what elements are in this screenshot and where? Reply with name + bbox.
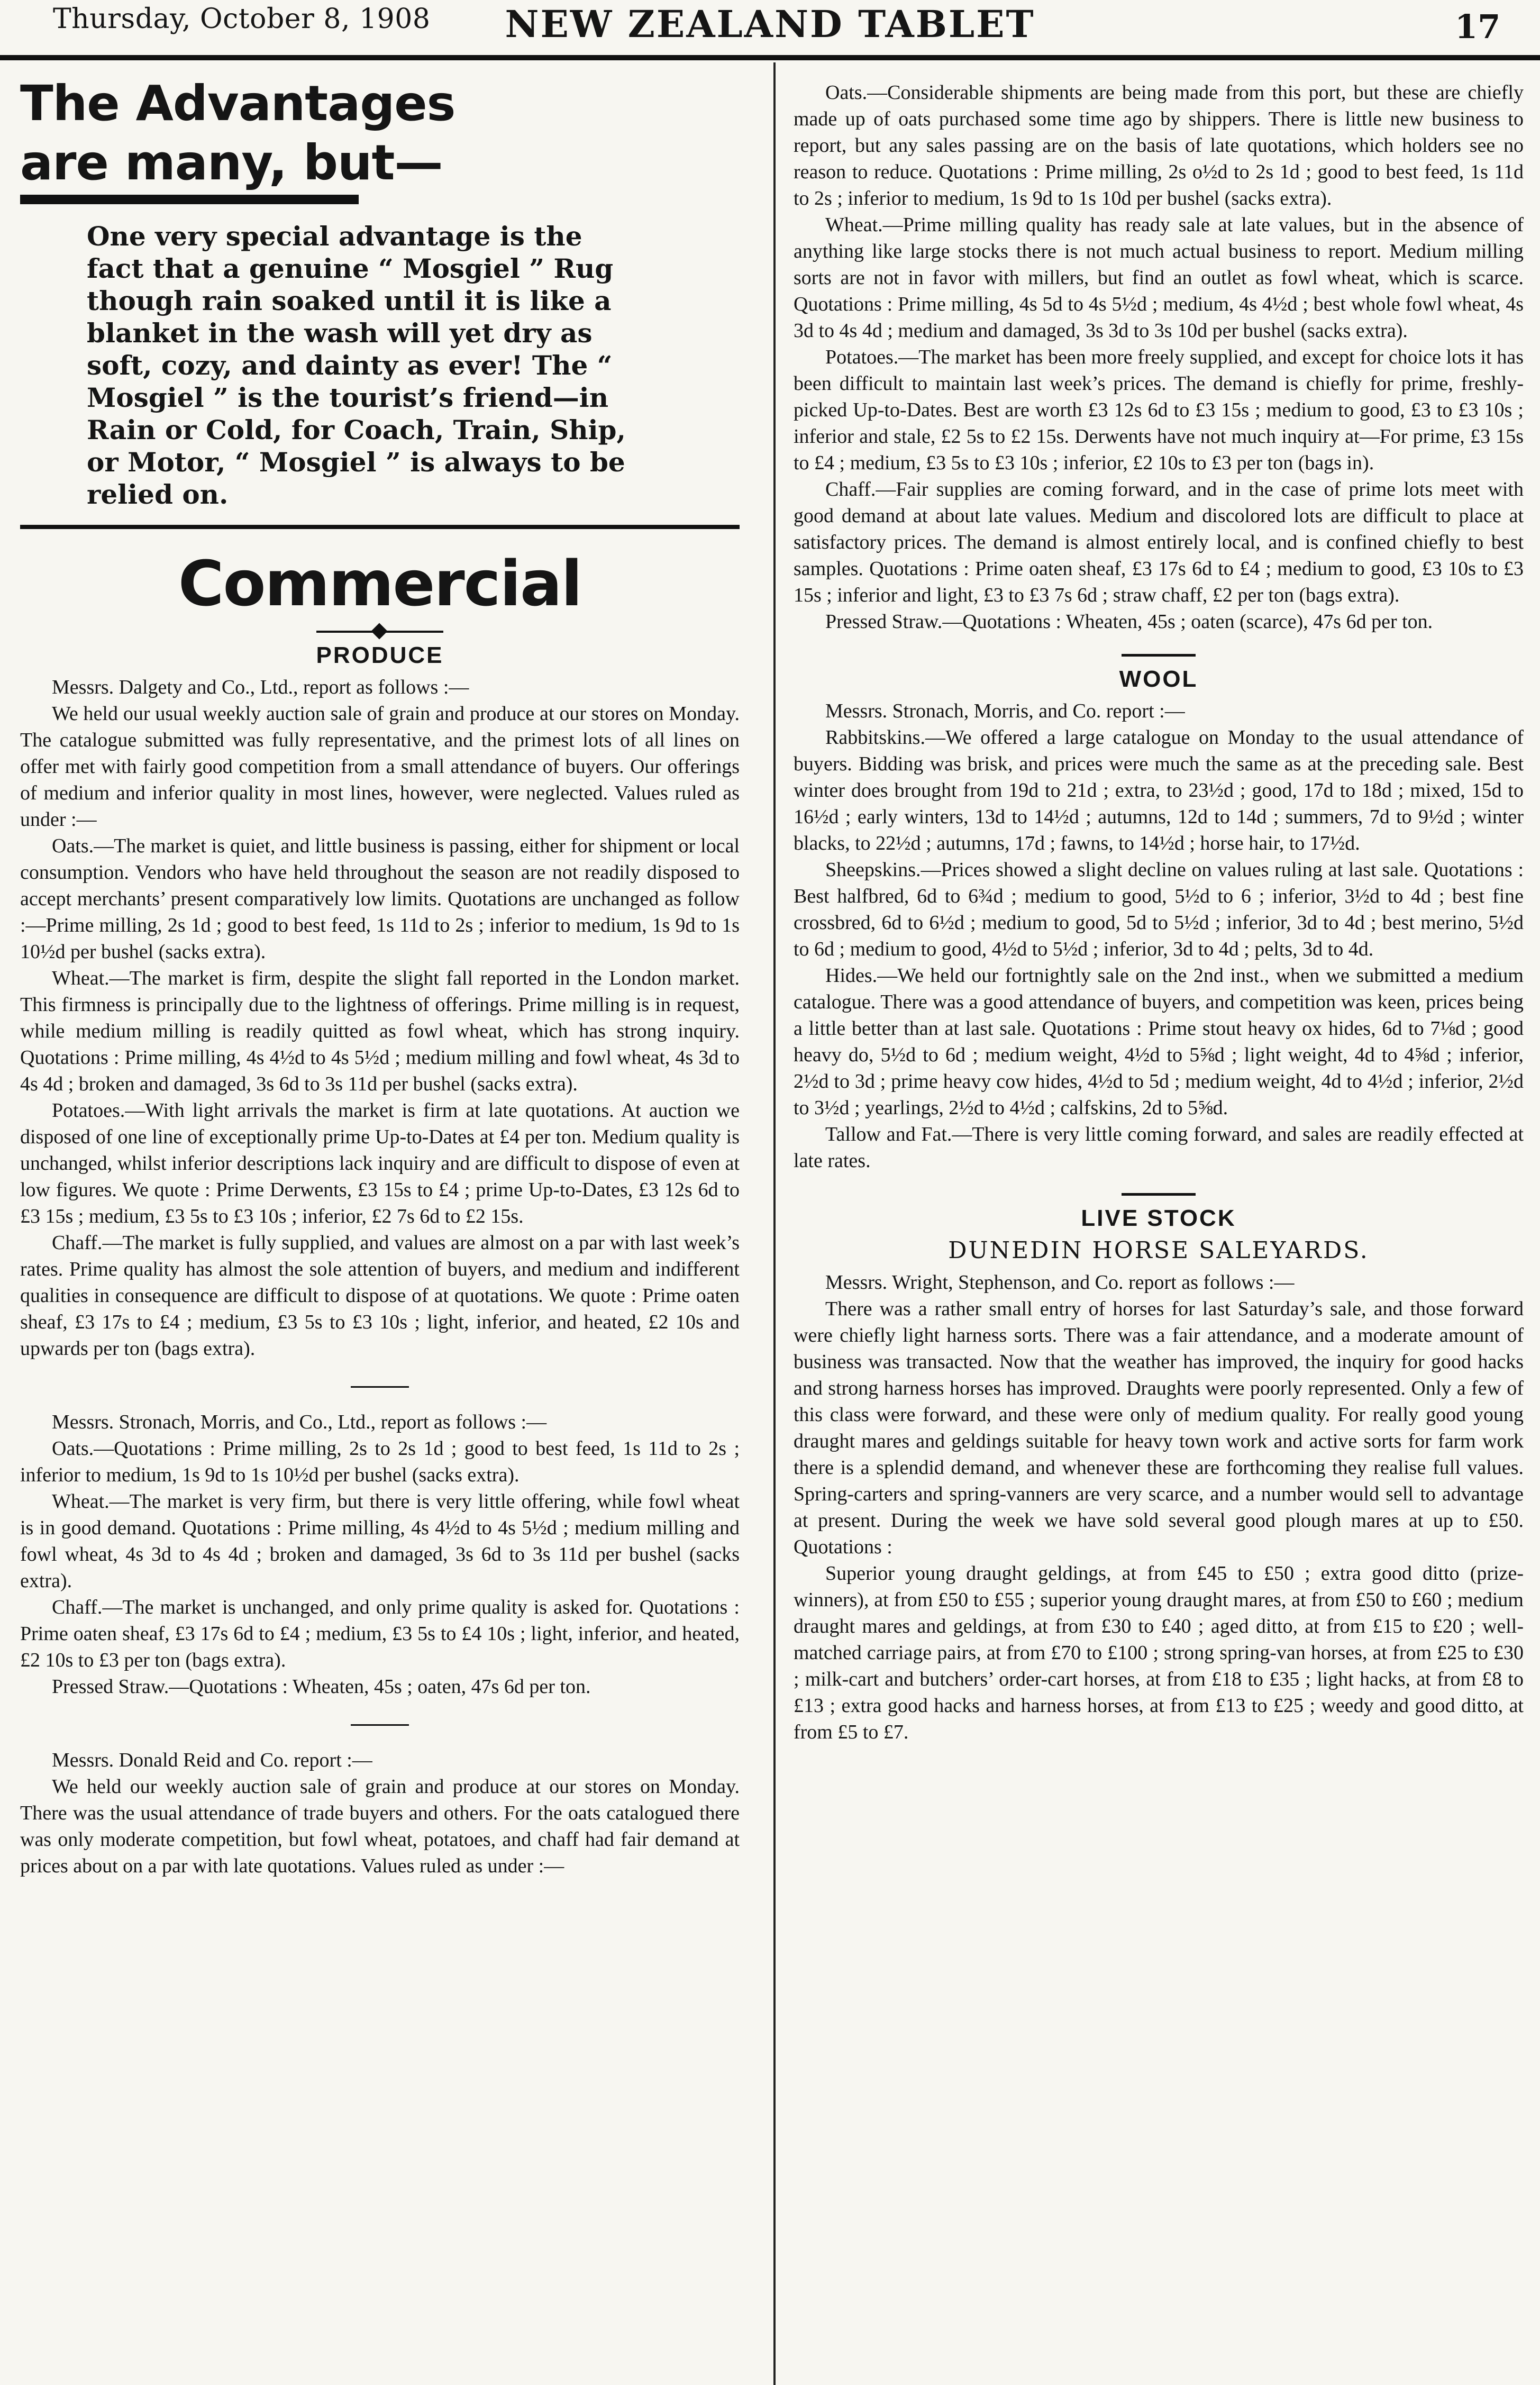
reid-report-continued	[794, 79, 1524, 635]
left-column	[20, 69, 740, 1879]
dalgety-potatoes: Potatoes.—With light arrivals the market is firm at late quotations. At auction we disposed of one line of exceptionally prime Up-to-Dates at £4 per ton. Medium quality is unchanged, whilst inferior descriptions lack inquiry and are difficult to dispose of even at low figures. We quote : Prime Derwents, £3 15s to £4 ; prime Up-to-Dates, £3 12s 6d to £3 15s ; medium, £3 5s to £3 10s ; inferior, £2 7s 6d to £2 15s.	[20, 1099, 740, 1227]
dalgety-chaff: Chaff.—The market is fully supplied, and values are almost on a par with last week’s rates. Prime quality has almost the sole attention of buyers, and medium and indifferent qualities in consequence are difficult to dispose of at quotations. We quote : Prime oaten sheaf, £3 17s to £4 ; medium, £3 5s to £3 10s ; light, inferior, and heated, £2 10s and upwards per ton (bags extra).	[20, 1232, 740, 1360]
section-divider	[1122, 654, 1196, 657]
reid-wheat: Wheat.—Prime milling quality has ready sale at late values, but in the absence of anything like large stocks there is not much actual business to report. Medium milling sorts are not in favor with millers, but find an outlet as fowl wheat, which is scarce. Quotations : Prime milling, 4s 5d to 4s 5½d ; medium, 4s 4½d ; best whole fowl wheat, 4s 3d to 4s 4d ; medium and damaged, 3s 3d to 3s 10d per bushel (sacks extra).	[794, 214, 1524, 342]
stronach-intro: Messrs. Stronach, Morris, and Co., Ltd., report as follows :—	[52, 1411, 547, 1433]
wool-intro: Messrs. Stronach, Morris, and Co. report :—	[825, 700, 1185, 722]
masthead-rule	[0, 55, 1540, 60]
stronach-wheat: Wheat.—The market is very firm, but there is very little offering, while fowl wheat is in good demand. Quotations : Prime milling, 4s 4½d to 4s 5½d ; medium milling and fowl wheat, 4s 3d to 4s 4d ; broken and damaged, 3s 6d to 3s 11d per bushel (sacks extra).	[20, 1490, 740, 1592]
reid-potatoes: Potatoes.—The market has been more freely supplied, and except for choice lots it has been difficult to maintain last week’s prices. The demand is chiefly for prime, freshly-picked Up-to-Dates. Best are worth £3 12s 6d to £3 15s ; medium to good, £3 to £3 10s ; inferior and stale, £2 5s to £2 15s. Derwents have not much inquiry at—For prime, £3 15s to £4 ; medium, £3 5s to £3 10s ; inferior, £2 10s to £3 per ton (bags in).	[794, 346, 1524, 474]
reid-chaff: Chaff.—Fair supplies are coming forward, and in the case of prime lots meet with good demand at about late values. Medium and discolored lots are difficult to place at satisfactory prices. The demand is almost entirely local, and is confined chiefly to best samples. Quotations : Prime oaten sheaf, £3 17s 6d to £4 ; medium to good, £3 10s to £3 15s ; inferior and light, £3 to £3 7s 6d ; straw chaff, £2 per ton (bags extra).	[794, 478, 1524, 606]
dalgety-wheat: Wheat.—The market is firm, despite the slight fall reported in the London market. This firmness is principally due to the lightness of offerings. Prime milling is in request, while medium milling is readily quitted as fowl wheat, which has strong inquiry. Quotations : Prime milling, 4s 4½d to 4s 5½d ; medium milling and fowl wheat, 4s 3d to 4s 4d ; broken and damaged, 3s 6d to 3s 11d per bushel (sacks extra).	[20, 967, 740, 1095]
livestock-p2: Superior young draught geldings, at from £45 to £50 ; extra good ditto (prize-winners), at from £50 to £55 ; superior young draught mares, at from £50 to £60 ; medium draught mares and geldings, at from £30 to £40 ; aged ditto, at from £15 to £20 ; well-matched carriage pairs, at from £70 to £100 ; strong spring-van horses, at from £25 to £30 ; milk-cart and butchers’ order-cart horses, at from £18 to £35 ; light hacks, at from £8 to £13 ; extra good hacks and harness horses, at from £13 to £25 ; weedy and good ditto, at from £5 to £7.	[794, 1562, 1524, 1743]
advert-headline-line-1: The Advantages	[20, 75, 455, 132]
livestock-report	[794, 1269, 1524, 1745]
wool-hides: Hides.—We held our fortnightly sale on the 2nd inst., when we submitted a medium catalogue. There was a good attendance of buyers, and competition was keen, prices being a little better than at last sale. Quotations : Prime stout heavy ox hides, 6d to 7⅛d ; good heavy do, 5½d to 6d ; medium weight, 4½d to 5⅝d ; light weight, 4d to 4⅝d ; inferior, 2½d to 3d ; prime heavy cow hides, 4½d to 5d ; medium weight, 4d to 4½d ; inferior, 2½d to 3½d ; yearlings, 2½d to 4½d ; calfskins, 2d to 5⅝d.	[794, 964, 1524, 1119]
dalgety-p1: We held our usual weekly auction sale of grain and produce at our stores on Monday. The catalogue submitted was fully representative, and the primest lots of all lines on offer met with fairly good competition from a small attendance of buyers. Our offerings of medium and inferior quality in most lines, however, were neglected. Values ruled as under :—	[20, 703, 740, 831]
livestock-heading: LIVE STOCK	[1081, 1205, 1236, 1231]
page-number: 17	[1455, 7, 1501, 46]
reid-report-start	[20, 1747, 740, 1879]
reid-intro: Messrs. Donald Reid and Co. report :—	[52, 1749, 372, 1771]
ornament-diamond	[371, 623, 387, 639]
advert-body: One very special advantage is the fact that a genuine “ Mosgiel ” Rug though rain soaked until it is like a blanket in the wash will yet dry as soft, cozy, and dainty as ever! The “ Mosgiel ” is the tourist’s friend—in Rain or Cold, for Coach, Train, Ship, or Motor, “ Mosgiel ” is always to be relied on.	[87, 221, 626, 510]
ornament-rule	[316, 623, 443, 639]
section-divider	[1122, 1193, 1196, 1196]
section-divider	[351, 1386, 409, 1388]
wool-tallow: Tallow and Fat.—There is very little coming forward, and sales are readily effected at late rates.	[794, 1123, 1524, 1172]
mosgiel-advert	[20, 74, 740, 529]
dalgety-oats: Oats.—The market is quiet, and little business is passing, either for shipment or local consumption. Vendors who have held throughout the season are not readily disposed to accept merchants’ present comparatively low limits. Quotations are unchanged as follow :—Prime milling, 2s 1d ; good to best feed, 1s 11d to 2s ; inferior to medium, 1s 9d to 1s 10½d per bushel (sacks extra).	[20, 835, 740, 963]
livestock-p1: There was a rather small entry of horses for last Saturday’s sale, and those forward were chiefly light harness sorts. There was a fair attendance, and a moderate amount of business was transacted. Now that the weather has improved, the inquiry for good hacks and strong harness horses has improved. Draughts were poorly represented. Only a few of this class were forward, and these were only of medium quality. For really good young draught mares and geldings suitable for heavy town work and active sorts for farm work there is a splendid demand, and whenever these are forthcoming they realise full values. Spring-carters and spring-vanners are very scarce, and a number would sell to advantage at present. During the week we have sold several good plough mares at up to £50. Quotations :	[794, 1298, 1524, 1558]
issue-date: Thursday, October 8, 1908	[53, 3, 431, 35]
reid-p1: We held our weekly auction sale of grain and produce at our stores on Monday. There was the usual attendance of trade buyers and others. For the oats catalogued there was only moderate competition, but fowl wheat, potatoes, and chaff had fair demand at prices about on a par with late quotations. Values ruled as under :—	[20, 1776, 740, 1877]
dalgety-intro: Messrs. Dalgety and Co., Ltd., report as follows :—	[52, 676, 469, 698]
produce-heading: PRODUCE	[316, 642, 444, 668]
wool-report	[794, 698, 1524, 1174]
commercial-title: Commercial	[178, 547, 582, 620]
masthead	[0, 0, 1540, 62]
section-divider	[351, 1724, 409, 1726]
wool-sheepskins: Sheepskins.—Prices showed a slight decline on values ruling at last sale. Quotations : Best halfbred, 6d to 6¾d ; medium to good, 5½d to 6 ; inferior, 3½d to 4d ; best fine crossbred, 6d to 6½d ; medium to good, 5d to 5½d ; inferior, 3d to 4d ; best merino, 5½d to 6d ; medium to good, 4½d to 5½d ; inferior, 3d to 4d ; pelts, 3d to 4d.	[794, 859, 1524, 960]
advert-headline	[20, 74, 740, 193]
reid-oats: Oats.—Considerable shipments are being made from this port, but these are chiefly made up of oats purchased some time ago by shippers. There is little new business to report, but any sales passing are on the basis of late quotations, which holders see no reason to reduce. Quotations : Prime milling, 2s o½d to 2s 1d ; good to best feed, 1s 11d to 2s ; inferior to medium, 1s 9d to 1s 10d per bushel (sacks extra).	[794, 81, 1524, 210]
stronach-oats: Oats.—Quotations : Prime milling, 2s to 2s 1d ; good to best feed, 1s 11d to 2s ; inferior to medium, 1s 9d to 1s 10½d per bushel (sacks extra).	[20, 1437, 740, 1486]
reid-straw: Pressed Straw.—Quotations : Wheaten, 45s ; oaten (scarce), 47s 6d per ton.	[825, 611, 1433, 633]
stronach-chaff: Chaff.—The market is unchanged, and only prime quality is asked for. Quotations : Prime oaten sheaf, £3 17s 6d to £4 ; medium, £3 5s to £4 10s ; light, inferior, and heated, £2 10s to £3 per ton (bags extra).	[20, 1596, 740, 1671]
right-column	[794, 79, 1524, 1745]
stronach-straw: Pressed Straw.—Quotations : Wheaten, 45s ; oaten, 47s 6d per ton.	[52, 1676, 591, 1698]
advert-rule	[20, 525, 740, 529]
wool-rabbitskins: Rabbitskins.—We offered a large catalogue on Monday to the usual attendance of buyers. Bidding was brisk, and prices were much the same as at the preceding sale. Best winter does brought from 19d to 21d ; extra, to 23½d ; good, 17d to 18d ; mixed, 15d to 16½d ; early winters, 13d to 14½d ; autumns, 12d to 14d ; summers, 7d to 9½d ; winter blacks, to 22½d ; autumns, 17d ; fawns, to 14½d ; horse hair, to 17½d.	[794, 726, 1524, 854]
saleyards-subheading: DUNEDIN HORSE SALEYARDS.	[948, 1237, 1369, 1264]
wool-heading: WOOL	[1119, 666, 1198, 692]
newspaper-title: NEW ZEALAND TABLET	[505, 2, 1035, 46]
advert-headline-line-2: are many, but—	[20, 134, 443, 191]
livestock-intro: Messrs. Wright, Stephenson, and Co. report as follows :—	[825, 1271, 1295, 1294]
advert-bar	[20, 195, 359, 204]
dalgety-report	[20, 674, 740, 1362]
stronach-produce-report	[20, 1409, 740, 1700]
column-separator	[773, 62, 776, 2385]
